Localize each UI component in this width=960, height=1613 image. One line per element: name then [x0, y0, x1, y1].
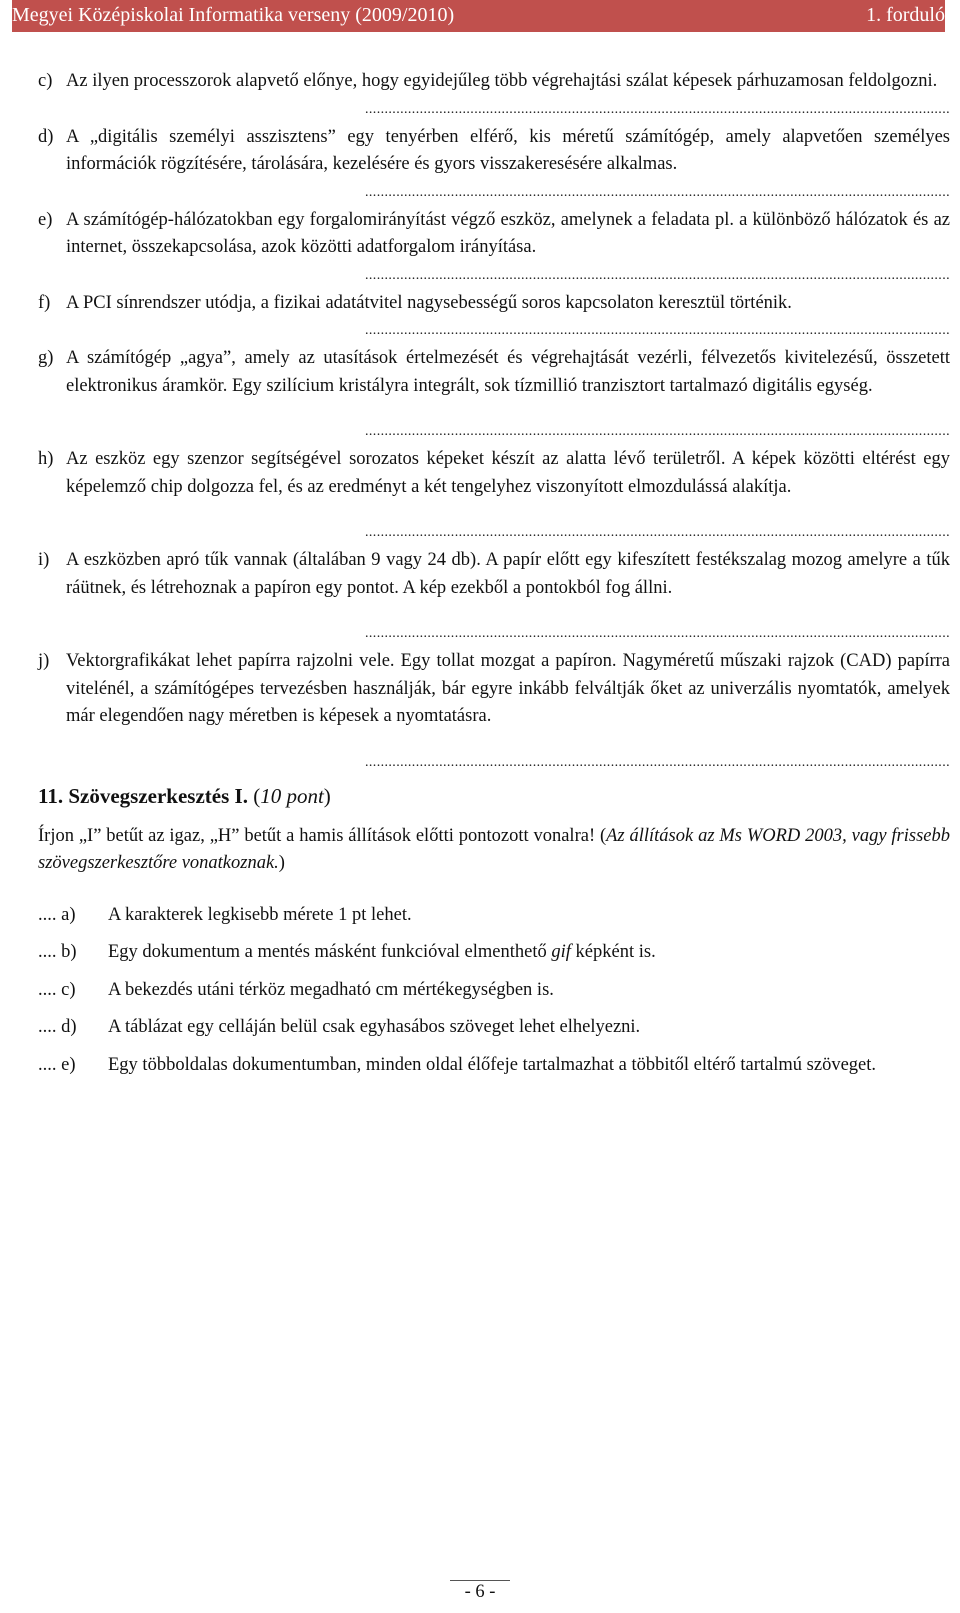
- item-label: f): [38, 292, 51, 313]
- item-label: i): [38, 550, 50, 570]
- statement-d: [38, 1014, 950, 1042]
- section-name: Szövegszerkesztés I.: [68, 783, 248, 808]
- statement-answer-label[interactable]: .... a): [38, 904, 76, 925]
- answer-line[interactable]: ......................................................................................................................................................: [365, 525, 950, 540]
- header-title: Megyei Középiskolai Informatika verseny (2009/2010): [12, 4, 455, 26]
- statement-text: A bekezdés utáni térköz megadható cm mértékegységben is.: [108, 979, 554, 1000]
- answer-line[interactable]: ......................................................................................................................................................: [365, 754, 950, 770]
- item-text: Az ilyen processzorok alapvető előnye, hogy egyidejűleg több végrehajtási szálat képesek párhuzamosan feldolgozni.: [66, 71, 938, 91]
- answer-line[interactable]: ......................................................................................................................................................: [365, 323, 950, 338]
- section-number: 11.: [38, 783, 64, 808]
- item-text: A számítógép „agya”, amely az utasítások értelmezését és végrehajtását vezérli, félvezetős kivitelezésű, összetett elektronikus áramkör. Egy szilícium kristályra integrált, sok tízmillió tranzisztort tartalmazó digitális egység.: [66, 348, 950, 396]
- item-text: A eszközben apró tűk vannak (általában 9 vagy 24 db). A papír előtt egy kifeszített festékszalag mozog amelyre a tűk ráütnek, és létrehoznak a papíron egy pontot. A kép ezekből a pontokból fog állni.: [66, 550, 950, 598]
- statement-text: A karakterek legkisebb mérete 1 pt lehet.: [108, 904, 412, 925]
- item-text: Vektorgrafikákat lehet papírra rajzolni vele. Egy tollat mozgat a papíron. Nagyméretű műszaki rajzok (CAD) papírra vitelénél, a számítógépes tervezésben használják, bár egyre inkább felváltják őket az univerzális nyomtatók, amelyek már elegendően nagy méretben is képesek a nyomtatásra.: [66, 651, 950, 726]
- page-number: - 6 -: [464, 1582, 496, 1602]
- item-h: [38, 446, 950, 501]
- answer-line[interactable]: ......................................................................................................................................................: [365, 184, 950, 200]
- item-label: g): [38, 348, 54, 368]
- item-label: h): [38, 449, 54, 469]
- statement-answer-label[interactable]: .... e): [38, 1054, 76, 1075]
- answer-line[interactable]: ......................................................................................................................................................: [365, 626, 950, 641]
- section-title: 11. Szövegszerkesztés I. (10 pont): [38, 783, 331, 808]
- item-text: A „digitális személyi asszisztens” egy tenyérben elférő, kis méretű számítógép, amely alapvetően személyes információk rögzítésére, tárolására, kezelésére és gyors visszakeresésére alkalmas.: [66, 126, 950, 174]
- header-round: 1. forduló: [866, 4, 945, 26]
- item-f: [38, 290, 950, 318]
- footer-rule: [450, 1580, 510, 1581]
- statement-answer-label[interactable]: .... b): [38, 942, 77, 962]
- statement-text: A táblázat egy celláján belül csak egyhasábos szöveget lehet elhelyezni.: [108, 1017, 641, 1037]
- item-e: [38, 207, 950, 262]
- item-g: [38, 345, 950, 400]
- answer-line[interactable]: ......................................................................................................................................................: [365, 424, 950, 439]
- page-header: [12, 0, 945, 32]
- statement-a: [38, 902, 950, 930]
- page-content: [38, 68, 950, 1079]
- statement-e: [38, 1052, 950, 1080]
- item-d: [38, 124, 950, 179]
- item-text: A számítógép-hálózatokban egy forgalomirányítást végző eszköz, amelynek a feladata pl. a különböző hálózatok és az internet, összekapcsolása, azok közötti adatforgalom irányítása.: [66, 209, 950, 257]
- item-text: A PCI sínrendszer utódja, a fizikai adatátvitel nagysebességű soros kapcsolaton keresztül történik.: [66, 292, 792, 313]
- item-text: Az eszköz egy szenzor segítségével sorozatos képeket készít az alatta lévő területről. A képek közötti eltérést egy képelemző chip dolgozza fel, és az eredményt a két tengelyhez viszonyított elmozdulássá alakítja.: [66, 449, 950, 497]
- statement-answer-label[interactable]: .... d): [38, 1017, 77, 1037]
- section-instructions: Írjon „I” betűt az igaz, „H” betűt a hamis állítások előtti pontozott vonalra! (Az állítások az Ms WORD 2003, vagy frissebb szövegszerkesztőre vonatkoznak.): [38, 825, 950, 873]
- item-i: [38, 547, 950, 602]
- statement-text: Egy többoldalas dokumentumban, minden oldal élőfeje tartalmazhat a többitől eltérő tartalmú szöveget.: [108, 1054, 877, 1075]
- answer-line[interactable]: ......................................................................................................................................................: [365, 101, 950, 117]
- answer-line[interactable]: ......................................................................................................................................................: [365, 267, 950, 283]
- statement-b: .... b) Egy dokumentum a mentés másként funkcióval elmenthető gif képként is.: [38, 939, 950, 967]
- item-c: [38, 68, 950, 96]
- statement-answer-label[interactable]: .... c): [38, 979, 76, 1000]
- item-label: j): [38, 651, 50, 671]
- statement-c: [38, 977, 950, 1005]
- item-label: e): [38, 209, 53, 230]
- item-label: c): [38, 71, 53, 91]
- item-label: d): [38, 126, 54, 147]
- section-points: 10 pont: [260, 783, 324, 808]
- item-j: [38, 648, 950, 731]
